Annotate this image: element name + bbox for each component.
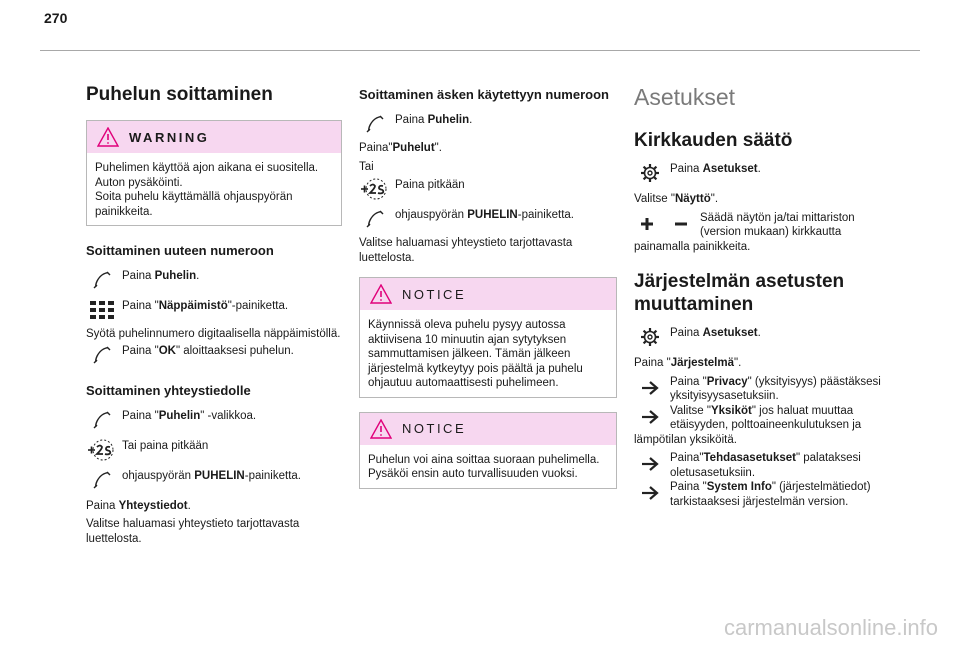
warning-line: Puhelimen käyttöä ajon aikana ei suositella.: [95, 162, 319, 174]
step-row: [86, 437, 342, 461]
paragraph: Tai: [359, 160, 374, 173]
arrow-right-icon: [634, 482, 666, 504]
step-text: ohjauspyörän PUHELIN-painiketta.: [395, 209, 574, 221]
step-row: [634, 160, 896, 184]
column-1: [86, 80, 342, 550]
column-2: [359, 80, 617, 503]
page-number: 270: [44, 10, 68, 26]
notice-banner: [360, 278, 616, 310]
phone-icon: [86, 469, 118, 491]
step-text: Paina Asetukset.: [670, 327, 761, 339]
paragraph: Valitse haluamasi yhteystieto tarjottavasta luettelosta.: [86, 518, 300, 545]
arrow-right-icon: [634, 406, 666, 428]
step-text: Paina "OK" aloittaaksesi puhelun.: [122, 344, 294, 357]
phone-icon: [86, 344, 118, 366]
step-text: Tai paina pitkään: [122, 439, 209, 452]
notice-title: NOTICE: [402, 286, 467, 302]
step-text: Paina "Puhelin" -valikkoa.: [122, 409, 257, 422]
phone-icon: [359, 208, 391, 230]
step-text: Paina Puhelin.: [395, 114, 473, 126]
warning-line: Soita puhelu käyttämällä ohjauspyörän painikkeita.: [95, 191, 293, 218]
column-3: [634, 80, 896, 509]
arrow-right-icon: [634, 453, 666, 475]
step-row: [86, 297, 342, 321]
step-text: Paina Asetukset.: [670, 163, 761, 175]
warning-box: [86, 120, 342, 226]
header-divider: [40, 50, 920, 51]
notice-text: Puhelun voi aina soittaa suoraan puhelimella. Pysäköi ensin auto turvallisuuden vuoksi.: [368, 453, 600, 480]
warning-title: WARNING: [129, 129, 210, 145]
step-row: [86, 267, 342, 291]
subheading-system: Järjestelmän asetusten muuttaminen: [634, 271, 845, 315]
step-text: Paina "Näppäimistö"-painiketta.: [122, 300, 289, 312]
paragraph: Paina "Järjestelmä".: [634, 357, 742, 369]
step-row: [634, 404, 896, 433]
notice-text: Käynnissä oleva puhelu pysyy autossa aktiivisena 10 minuutin ajan sytytyksen sammuttamisen jälkeen. Tämän jälkeen järjestelmä kytkeytyy pois päältä ja puhelu ohjautuu automaattisesti puhelimeen.: [368, 319, 583, 389]
notice-body: [360, 310, 616, 397]
notice-box: [359, 277, 617, 398]
phone-icon: [86, 269, 118, 291]
plus-minus-icon: [634, 213, 696, 235]
step-text: Paina pitkään: [395, 179, 465, 191]
watermark: carmanualsonline.info: [723, 615, 938, 640]
step-row: [634, 324, 896, 348]
section-title: Asetukset: [634, 84, 735, 110]
subheading-brightness: Kirkkauden säätö: [634, 130, 793, 151]
gear-icon: [634, 326, 666, 348]
step-row: [86, 407, 342, 431]
step-row: [634, 211, 896, 240]
phone-icon: [359, 113, 391, 135]
notice-body: [360, 445, 616, 488]
subheading-contact: Soittaminen yhteystiedolle: [86, 382, 251, 398]
subheading-new-number: Soittaminen uuteen numeroon: [86, 243, 274, 258]
warning-icon: [370, 284, 392, 304]
step-row: [359, 206, 617, 230]
long-press-2s-icon: [359, 178, 391, 200]
step-row: [359, 176, 617, 200]
arrow-right-icon: [634, 377, 666, 399]
keypad-icon: [86, 299, 118, 321]
phone-icon: [86, 409, 118, 431]
step-row: [86, 467, 342, 491]
notice-title: NOTICE: [402, 421, 467, 436]
warning-banner: [87, 121, 341, 153]
step-text: ohjauspyörän PUHELIN-painiketta.: [122, 469, 301, 482]
notice-box: [359, 412, 617, 489]
paragraph: lämpötilan yksiköitä.: [634, 433, 737, 446]
step-text: Paina Puhelin.: [122, 270, 200, 282]
section-heading: Puhelun soittaminen: [86, 84, 273, 105]
warning-icon: [370, 419, 392, 439]
notice-banner: [360, 413, 616, 445]
paragraph: Valitse "Näyttö".: [634, 193, 719, 205]
step-row: [359, 111, 617, 135]
paragraph: Paina"Puhelut".: [359, 142, 442, 154]
warning-body: [87, 153, 341, 225]
paragraph: Valitse haluamasi yhteystieto tarjottavasta luettelosta.: [359, 237, 573, 264]
step-row: [634, 480, 896, 509]
paragraph: painamalla painikkeita.: [634, 240, 751, 253]
subheading-recent: Soittaminen äsken käytettyyn numeroon: [359, 87, 609, 102]
step-text: Paina"Tehdasasetukset" palataksesi oletusasetuksiin.: [670, 452, 861, 479]
warning-line: Auton pysäköinti.: [95, 176, 183, 189]
paragraph: Paina Yhteystiedot.: [86, 499, 191, 512]
gear-icon: [634, 162, 666, 184]
step-text: Valitse "Yksiköt" jos haluat muuttaa etäisyyden, polttoaineenkulutuksen ja: [670, 404, 862, 431]
step-row: [634, 451, 896, 480]
step-row: [86, 342, 342, 366]
step-text: Paina "Privacy" (yksityisyys) päästäksesi yksityisyysasetuksiin.: [670, 375, 881, 402]
long-press-2s-icon: [86, 439, 118, 461]
step-text: Paina "System Info" (järjestelmätiedot) tarkistaaksesi järjestelmän version.: [670, 481, 871, 508]
paragraph: Syötä puhelinnumero digitaalisella näppäimistöllä.: [86, 328, 341, 340]
step-row: [634, 375, 896, 404]
step-text: Säädä näytön ja/tai mittariston (version mukaan) kirkkautta: [700, 211, 855, 238]
warning-icon: [97, 127, 119, 147]
